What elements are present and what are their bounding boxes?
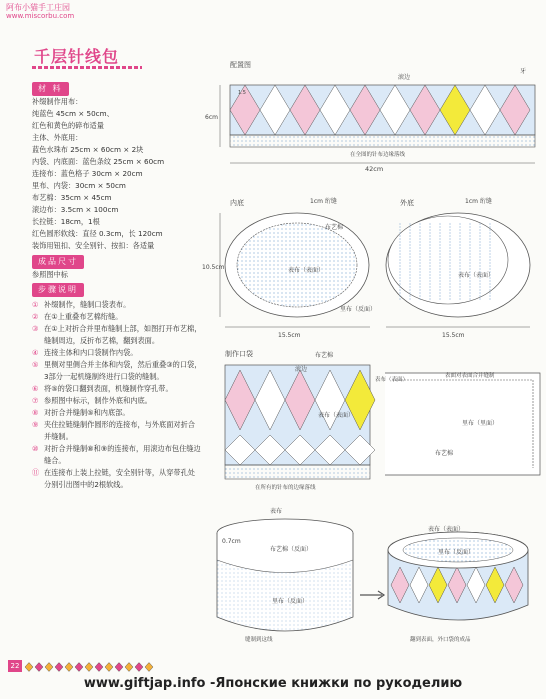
case-lining-label: 里布（反面） xyxy=(438,549,475,556)
step-text: 在①上重叠布艺棉绗缝。 xyxy=(44,312,123,321)
step-number: ⑥ xyxy=(32,384,39,393)
footer-diamond xyxy=(145,663,153,672)
step-text: 在连接布上装上拉链，安全别针等，从穿带孔处分别引出图中的2根软线。 xyxy=(44,468,195,489)
pocket-face-label: 表布（表面） xyxy=(375,377,409,383)
dim-15-5cm-left: 15.5cm xyxy=(278,332,301,339)
step-number: ⑧ xyxy=(32,408,39,417)
body-note: 缝制到这线 xyxy=(245,637,273,643)
step-text: 夹住拉链缝制作圆形的连接布，与外底面对折合并缝制。 xyxy=(44,420,195,441)
material-item: 滚边布：3.5cm × 100cm xyxy=(32,205,119,214)
material-item: 布艺棉：35cm × 45cm xyxy=(32,193,112,202)
step-number: ⑪ xyxy=(32,468,40,477)
edge-label: 滚边 xyxy=(398,74,411,81)
lining-back-label: 里布（反面） xyxy=(340,306,377,313)
quilt-1cm-right: 1cm 绗缝 xyxy=(465,198,492,205)
pocket-fold-label: 表面对表面合并缝制 xyxy=(445,373,495,379)
material-item: 里布、内袋：30cm × 50cm xyxy=(32,181,126,190)
step-item xyxy=(32,311,202,323)
footer-diamond xyxy=(105,663,113,672)
step-number: ④ xyxy=(32,348,39,357)
step-item xyxy=(32,419,202,443)
diagrams-svg xyxy=(200,55,546,660)
material-item: 补缀制作用布： xyxy=(32,97,83,106)
step-number: ① xyxy=(32,300,39,309)
title-underline xyxy=(32,66,142,69)
pocket-edge-label: 滚边 xyxy=(295,366,308,373)
materials-heading: 材 料 xyxy=(32,82,69,96)
pocket-title: 制作口袋 xyxy=(225,350,253,358)
steps-list xyxy=(32,299,202,491)
size-text: 参照图中标 xyxy=(32,270,68,279)
step-text: 补缀制作，缝制口袋表布。 xyxy=(44,300,131,309)
step-item xyxy=(32,323,202,347)
decorative-diamonds xyxy=(24,662,164,672)
footer-diamond xyxy=(25,663,33,672)
dim-1-5: 1.5 xyxy=(238,90,246,96)
material-item: 内袋、内底面：蓝色条纹 25cm × 60cm xyxy=(32,157,165,166)
pocket-note: 在所有的针布的边缘落线 xyxy=(255,485,316,491)
footer-diamond xyxy=(65,663,73,672)
step-number: ⑦ xyxy=(32,396,39,405)
step-number: ⑨ xyxy=(32,420,39,429)
material-item: 红色和黄色的碎布适量 xyxy=(32,121,104,130)
page-title: 千层针线包 xyxy=(34,47,120,66)
batting-label: 布艺棉 xyxy=(325,224,344,231)
step-text: 参照图中标示，制作外底和内底。 xyxy=(44,396,152,405)
footer-diamond xyxy=(85,663,93,672)
case-face-label: 表布（表面） xyxy=(428,526,465,533)
outer-face-label: 表布（表面） xyxy=(458,272,495,279)
steps-heading: 步骤说明 xyxy=(32,283,84,297)
step-text: 在①上对折合并里布缝制上部，如图打开布艺棉，缝制周边，反折布艺棉，翻到表面。 xyxy=(44,324,202,345)
inner-face-label: 表布（表面） xyxy=(288,267,325,274)
material-item: 主体、外底用： xyxy=(32,133,83,142)
dim-42cm: 42cm xyxy=(365,165,384,173)
step-item xyxy=(32,395,202,407)
footer-diamond xyxy=(95,663,103,672)
outer-bottom-label: 外底 xyxy=(400,199,414,207)
step-item xyxy=(32,443,202,467)
material-item: 连接布：蓝色格子 30cm × 20cm xyxy=(32,169,143,178)
inner-bottom-label: 内底 xyxy=(230,199,244,207)
step-item xyxy=(32,383,202,395)
footer-diamond xyxy=(45,663,53,672)
instructions-column xyxy=(32,82,202,491)
body-lining-label: 里布（反面） xyxy=(272,598,309,605)
step-text: 里侧对里侧合并主体和内袋，然后重叠③的口袋，3部分一起机缝制终进行口袋的缝制。 xyxy=(44,360,202,381)
step-number: ⑤ xyxy=(32,360,39,369)
site-logo[interactable] xyxy=(6,3,74,21)
case-note: 翻到表面，外口袋的成品 xyxy=(410,637,471,643)
material-item: 纯蓝色 45cm × 50cm、 xyxy=(32,109,114,118)
step-item xyxy=(32,359,202,383)
footer-diamond xyxy=(125,663,133,672)
footer-diamond xyxy=(55,663,63,672)
body-face-label: 表布 xyxy=(270,508,283,515)
body-07cm: 0.7cm xyxy=(222,538,241,545)
footer-diamond xyxy=(75,663,83,672)
dim-6cm: 6cm xyxy=(205,114,218,121)
material-item: 装饰用钮扣、安全别针、按扣：各适量 xyxy=(32,241,155,250)
step-item xyxy=(32,407,202,419)
pocket-batting-label: 布艺棉 xyxy=(315,352,334,359)
step-number: ② xyxy=(32,312,39,321)
body-batting-label: 布艺棉（反面） xyxy=(270,546,313,553)
right-label: 牙 xyxy=(520,68,527,75)
step-text: 将⑤的袋口翻到表面，机缝制作穿孔带。 xyxy=(44,384,173,393)
body-diagram xyxy=(217,519,528,631)
layout-title: 配置图 xyxy=(230,61,251,69)
step-text: 对折合并缝制⑧和⑨的连接布，用滚边布包住缝边缝合。 xyxy=(44,444,201,465)
step-text: 对折合并缝制⑤和内底部。 xyxy=(44,408,130,417)
footer-diamond xyxy=(35,663,43,672)
step-number: ⑩ xyxy=(32,444,39,453)
pocket-lining-label: 里布（里面） xyxy=(462,420,499,427)
footer-text: www.giftjap.info -Японские книжки по рукоделию xyxy=(83,676,463,691)
materials-list xyxy=(32,96,202,252)
material-item: 红色圆形软线：直径 0.3cm，长 120cm xyxy=(32,229,163,238)
footer-diamond xyxy=(115,663,123,672)
step-item xyxy=(32,467,202,491)
step-number: ③ xyxy=(32,324,39,333)
quilt-1cm-left: 1cm 绗缝 xyxy=(310,198,337,205)
step-text: 连接主体和内口袋制作内袋。 xyxy=(44,348,138,357)
footer-diamond xyxy=(135,663,143,672)
site-logo-text: 阿布小猫手工庄园 xyxy=(6,3,70,12)
step-item xyxy=(32,347,202,359)
dim-15-5cm-right: 15.5cm xyxy=(442,332,465,339)
pocket-face-inner-label: 表布（表面） xyxy=(318,412,355,419)
pocket-batting2-label: 布艺棉 xyxy=(435,450,454,457)
site-url: www.miscorbu.com xyxy=(6,12,75,20)
sew-note: 在全图的针布边缘落线 xyxy=(350,152,406,158)
material-item: 蓝色水珠布 25cm × 60cm × 2块 xyxy=(32,145,144,154)
material-item: 长拉链：18cm，1根 xyxy=(32,217,100,226)
size-heading: 成品尺寸 xyxy=(32,255,84,269)
page-number: 22 xyxy=(8,660,22,672)
dim-10-5cm: 10.5cm xyxy=(202,264,225,271)
step-item xyxy=(32,299,202,311)
